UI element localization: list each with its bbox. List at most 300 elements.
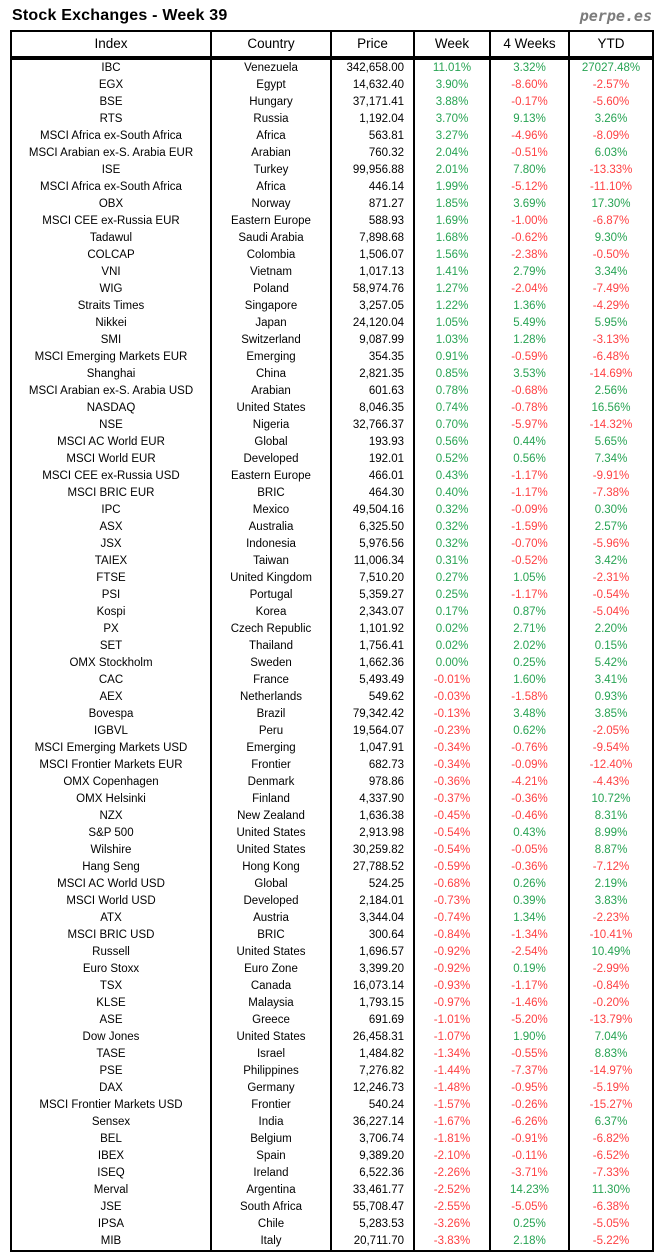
cell-country: Global <box>212 876 332 893</box>
cell-ytd: 3.85% <box>594 708 628 720</box>
cell-ytd: -6.52% <box>592 1150 630 1162</box>
cell-index: PX <box>12 621 212 638</box>
cell-4weeks: 0.26% <box>491 876 570 893</box>
cell-ytd: 5.95% <box>594 317 628 329</box>
cell-week: 3.27% <box>415 128 491 145</box>
cell-4weeks: 1.60% <box>491 672 570 689</box>
cell-country: Hungary <box>212 94 332 111</box>
cell-4weeks: 0.87% <box>491 604 570 621</box>
cell-week: 0.70% <box>415 417 491 434</box>
cell-price: 2,184.01 <box>332 893 415 910</box>
cell-4weeks: -1.17% <box>491 468 570 485</box>
cell-country: United States <box>212 400 332 417</box>
cell-4weeks: -1.17% <box>491 978 570 995</box>
cell-4weeks: 5.49% <box>491 315 570 332</box>
cell-ytd: 5.42% <box>594 657 628 669</box>
cell-country: Czech Republic <box>212 621 332 638</box>
cell-price: 11,006.34 <box>332 553 415 570</box>
cell-price: 3,706.74 <box>332 1131 415 1148</box>
cell-index: Dow Jones <box>12 1029 212 1046</box>
cell-ytd: -2.31% <box>592 572 630 584</box>
cell-price: 1,484.82 <box>332 1046 415 1063</box>
cell-ytd: -10.41% <box>589 929 633 941</box>
cell-country: Netherlands <box>212 689 332 706</box>
table-row <box>12 655 652 672</box>
table-row <box>12 587 652 604</box>
cell-ytd: 16.56% <box>591 402 631 414</box>
cell-4weeks: -0.46% <box>491 808 570 825</box>
table-row <box>12 876 652 893</box>
table-row <box>12 570 652 587</box>
cell-price: 4,337.90 <box>332 791 415 808</box>
cell-ytd: 5.65% <box>594 436 628 448</box>
cell-price: 8,046.35 <box>332 400 415 417</box>
cell-country: Arabian <box>212 383 332 400</box>
table-row <box>12 451 652 468</box>
cell-ytd: 0.15% <box>594 640 628 652</box>
cell-4weeks: -0.62% <box>491 230 570 247</box>
cell-ytd: -9.54% <box>592 742 630 754</box>
cell-price: 193.93 <box>332 434 415 451</box>
cell-index: MSCI CEE ex-Russia EUR <box>12 213 212 230</box>
cell-country: Canada <box>212 978 332 995</box>
cell-4weeks: -8.60% <box>491 77 570 94</box>
cell-country: Belgium <box>212 1131 332 1148</box>
cell-index: TSX <box>12 978 212 995</box>
cell-4weeks: 0.44% <box>491 434 570 451</box>
cell-week: 0.02% <box>415 638 491 655</box>
cell-ytd: -6.38% <box>592 1201 630 1213</box>
cell-week: 3.70% <box>415 111 491 128</box>
cell-week: -1.67% <box>415 1114 491 1131</box>
cell-ytd: -14.32% <box>589 419 633 431</box>
cell-index: S&P 500 <box>12 825 212 842</box>
cell-price: 978.86 <box>332 774 415 791</box>
table-row <box>12 1199 652 1216</box>
cell-ytd: -12.40% <box>589 759 633 771</box>
table-row <box>12 1063 652 1080</box>
cell-price: 466.01 <box>332 468 415 485</box>
cell-country: Africa <box>212 128 332 145</box>
cell-4weeks: 7.80% <box>491 162 570 179</box>
cell-country: Japan <box>212 315 332 332</box>
table-row <box>12 213 652 230</box>
table-row <box>12 179 652 196</box>
cell-index: MSCI CEE ex-Russia USD <box>12 468 212 485</box>
cell-ytd: -2.23% <box>592 912 630 924</box>
cell-price: 3,399.20 <box>332 961 415 978</box>
cell-index: ISE <box>12 162 212 179</box>
cell-country: Switzerland <box>212 332 332 349</box>
cell-country: Euro Zone <box>212 961 332 978</box>
cell-price: 760.32 <box>332 145 415 162</box>
cell-index: MSCI BRIC USD <box>12 927 212 944</box>
cell-4weeks: -7.37% <box>491 1063 570 1080</box>
cell-index: MSCI Emerging Markets EUR <box>12 349 212 366</box>
cell-price: 12,246.73 <box>332 1080 415 1097</box>
cell-week: -2.10% <box>415 1148 491 1165</box>
cell-ytd: 3.34% <box>594 266 628 278</box>
table-row <box>12 791 652 808</box>
table-row <box>12 1182 652 1199</box>
cell-country: Emerging <box>212 349 332 366</box>
cell-price: 32,766.37 <box>332 417 415 434</box>
cell-price: 1,662.36 <box>332 655 415 672</box>
cell-country: United States <box>212 842 332 859</box>
cell-ytd: 7.04% <box>594 1031 628 1043</box>
cell-week: -0.03% <box>415 689 491 706</box>
cell-ytd: 6.03% <box>594 147 628 159</box>
cell-week: -1.48% <box>415 1080 491 1097</box>
cell-country: Colombia <box>212 247 332 264</box>
cell-country: Israel <box>212 1046 332 1063</box>
cell-4weeks: 14.23% <box>491 1182 570 1199</box>
table-row <box>12 706 652 723</box>
cell-ytd: -9.91% <box>592 470 630 482</box>
cell-4weeks: -0.09% <box>491 502 570 519</box>
cell-week: 0.32% <box>415 502 491 519</box>
table-row <box>12 723 652 740</box>
cell-price: 682.73 <box>332 757 415 774</box>
cell-ytd: -0.84% <box>592 980 630 992</box>
table-row <box>12 332 652 349</box>
cell-price: 2,343.07 <box>332 604 415 621</box>
cell-country: France <box>212 672 332 689</box>
cell-index: TASE <box>12 1046 212 1063</box>
cell-ytd: 3.83% <box>594 895 628 907</box>
cell-index: Shanghai <box>12 366 212 383</box>
cell-week: 0.78% <box>415 383 491 400</box>
table-row <box>12 927 652 944</box>
cell-country: Ireland <box>212 1165 332 1182</box>
cell-4weeks: -1.34% <box>491 927 570 944</box>
cell-index: MSCI BRIC EUR <box>12 485 212 502</box>
cell-index: SET <box>12 638 212 655</box>
cell-4weeks: -0.91% <box>491 1131 570 1148</box>
cell-week: 1.69% <box>415 213 491 230</box>
cell-index: COLCAP <box>12 247 212 264</box>
cell-country: United States <box>212 1029 332 1046</box>
cell-index: NSE <box>12 417 212 434</box>
cell-index: OBX <box>12 196 212 213</box>
cell-ytd: 11.30% <box>591 1184 631 1196</box>
cell-country: Indonesia <box>212 536 332 553</box>
cell-4weeks: -0.68% <box>491 383 570 400</box>
cell-country: Taiwan <box>212 553 332 570</box>
cell-ytd: 10.49% <box>591 946 631 958</box>
table-row <box>12 842 652 859</box>
cell-4weeks: 3.48% <box>491 706 570 723</box>
table-row <box>12 502 652 519</box>
cell-4weeks: 1.05% <box>491 570 570 587</box>
cell-week: 1.27% <box>415 281 491 298</box>
table-row <box>12 60 652 77</box>
cell-4weeks: -4.21% <box>491 774 570 791</box>
cell-4weeks: -0.70% <box>491 536 570 553</box>
cell-week: -0.73% <box>415 893 491 910</box>
cell-ytd: -4.29% <box>592 300 630 312</box>
table-row <box>12 434 652 451</box>
cell-4weeks: -0.51% <box>491 145 570 162</box>
cell-price: 342,658.00 <box>332 60 415 77</box>
cell-price: 540.24 <box>332 1097 415 1114</box>
cell-price: 49,504.16 <box>332 502 415 519</box>
table-row <box>12 1012 652 1029</box>
cell-country: Eastern Europe <box>212 213 332 230</box>
cell-4weeks: 0.39% <box>491 893 570 910</box>
cell-4weeks: -0.52% <box>491 553 570 570</box>
cell-ytd: 3.42% <box>594 555 628 567</box>
cell-price: 1,047.91 <box>332 740 415 757</box>
cell-week: 1.22% <box>415 298 491 315</box>
cell-4weeks: 9.13% <box>491 111 570 128</box>
cell-week: 1.56% <box>415 247 491 264</box>
cell-ytd: -14.97% <box>589 1065 633 1077</box>
cell-index: Nikkei <box>12 315 212 332</box>
cell-ytd: 8.87% <box>594 844 628 856</box>
cell-country: Russia <box>212 111 332 128</box>
cell-week: -0.54% <box>415 842 491 859</box>
cell-country: Venezuela <box>212 60 332 77</box>
cell-price: 5,493.49 <box>332 672 415 689</box>
cell-4weeks: 0.62% <box>491 723 570 740</box>
cell-price: 9,389.20 <box>332 1148 415 1165</box>
cell-4weeks: -0.36% <box>491 791 570 808</box>
cell-week: -3.83% <box>415 1233 491 1250</box>
table-row <box>12 621 652 638</box>
cell-4weeks: -0.76% <box>491 740 570 757</box>
cell-week: 2.01% <box>415 162 491 179</box>
cell-country: India <box>212 1114 332 1131</box>
cell-week: 0.40% <box>415 485 491 502</box>
cell-index: MSCI Frontier Markets EUR <box>12 757 212 774</box>
cell-4weeks: -1.00% <box>491 213 570 230</box>
cell-ytd: -8.09% <box>592 130 630 142</box>
table-row <box>12 230 652 247</box>
cell-4weeks: -0.11% <box>491 1148 570 1165</box>
table-body <box>10 58 654 1252</box>
cell-index: Euro Stoxx <box>12 961 212 978</box>
cell-week: -2.55% <box>415 1199 491 1216</box>
cell-country: Vietnam <box>212 264 332 281</box>
cell-index: IBC <box>12 60 212 77</box>
cell-price: 16,073.14 <box>332 978 415 995</box>
cell-price: 79,342.42 <box>332 706 415 723</box>
cell-4weeks: -3.71% <box>491 1165 570 1182</box>
cell-country: Philippines <box>212 1063 332 1080</box>
cell-ytd: -5.60% <box>592 96 630 108</box>
cell-index: BSE <box>12 94 212 111</box>
brand-logo: perpe.es <box>579 6 652 25</box>
cell-price: 1,506.07 <box>332 247 415 264</box>
cell-4weeks: -0.95% <box>491 1080 570 1097</box>
cell-week: 1.99% <box>415 179 491 196</box>
cell-index: ISEQ <box>12 1165 212 1182</box>
table-row <box>12 536 652 553</box>
cell-week: -0.74% <box>415 910 491 927</box>
cell-country: Sweden <box>212 655 332 672</box>
cell-country: Developed <box>212 451 332 468</box>
cell-week: 0.32% <box>415 519 491 536</box>
column-header-week: Week <box>415 32 491 56</box>
cell-index: JSE <box>12 1199 212 1216</box>
table-row <box>12 315 652 332</box>
table-row <box>12 1131 652 1148</box>
cell-4weeks: -0.59% <box>491 349 570 366</box>
cell-week: 1.68% <box>415 230 491 247</box>
cell-week: 0.27% <box>415 570 491 587</box>
table-row <box>12 825 652 842</box>
cell-index: MSCI Arabian ex-S. Arabia EUR <box>12 145 212 162</box>
cell-4weeks: 2.18% <box>491 1233 570 1250</box>
cell-price: 192.01 <box>332 451 415 468</box>
table-row <box>12 485 652 502</box>
cell-price: 14,632.40 <box>332 77 415 94</box>
table-row <box>12 1080 652 1097</box>
cell-country: Poland <box>212 281 332 298</box>
cell-price: 2,821.35 <box>332 366 415 383</box>
cell-4weeks: -2.38% <box>491 247 570 264</box>
cell-country: Frontier <box>212 757 332 774</box>
table-row <box>12 281 652 298</box>
cell-index: Tadawul <box>12 230 212 247</box>
cell-ytd: -5.04% <box>592 606 630 618</box>
cell-price: 30,259.82 <box>332 842 415 859</box>
cell-ytd: 8.99% <box>594 827 628 839</box>
cell-4weeks: -4.96% <box>491 128 570 145</box>
cell-ytd: 8.83% <box>594 1048 628 1060</box>
cell-index: CAC <box>12 672 212 689</box>
cell-4weeks: -6.26% <box>491 1114 570 1131</box>
cell-country: Malaysia <box>212 995 332 1012</box>
cell-price: 1,101.92 <box>332 621 415 638</box>
cell-ytd: 2.19% <box>594 878 628 890</box>
cell-index: MSCI Africa ex-South Africa <box>12 179 212 196</box>
cell-index: SMI <box>12 332 212 349</box>
cell-country: Egypt <box>212 77 332 94</box>
cell-week: -0.45% <box>415 808 491 825</box>
cell-4weeks: 3.32% <box>491 60 570 77</box>
table-row <box>12 757 652 774</box>
cell-4weeks: 3.69% <box>491 196 570 213</box>
cell-4weeks: -1.58% <box>491 689 570 706</box>
table-row <box>12 145 652 162</box>
cell-country: Australia <box>212 519 332 536</box>
cell-week: 3.90% <box>415 77 491 94</box>
cell-index: BEL <box>12 1131 212 1148</box>
cell-price: 20,711.70 <box>332 1233 415 1250</box>
report-topbar <box>10 3 654 30</box>
cell-4weeks: 0.56% <box>491 451 570 468</box>
cell-week: -0.23% <box>415 723 491 740</box>
cell-4weeks: 1.28% <box>491 332 570 349</box>
column-header-country: Country <box>212 32 332 56</box>
cell-week: -0.36% <box>415 774 491 791</box>
cell-ytd: -0.50% <box>592 249 630 261</box>
cell-week: -1.07% <box>415 1029 491 1046</box>
cell-week: 1.05% <box>415 315 491 332</box>
cell-week: 11.01% <box>415 60 491 77</box>
cell-week: -0.54% <box>415 825 491 842</box>
cell-price: 37,171.41 <box>332 94 415 111</box>
cell-price: 99,956.88 <box>332 162 415 179</box>
cell-country: Brazil <box>212 706 332 723</box>
cell-index: Russell <box>12 944 212 961</box>
cell-price: 36,227.14 <box>332 1114 415 1131</box>
cell-index: Straits Times <box>12 298 212 315</box>
cell-price: 1,793.15 <box>332 995 415 1012</box>
cell-price: 1,696.57 <box>332 944 415 961</box>
cell-country: Norway <box>212 196 332 213</box>
cell-4weeks: -5.12% <box>491 179 570 196</box>
table-row <box>12 995 652 1012</box>
cell-price: 58,974.76 <box>332 281 415 298</box>
cell-week: -0.68% <box>415 876 491 893</box>
cell-country: Peru <box>212 723 332 740</box>
table-row <box>12 910 652 927</box>
cell-week: -0.59% <box>415 859 491 876</box>
cell-index: MSCI Africa ex-South Africa <box>12 128 212 145</box>
cell-4weeks: -0.17% <box>491 94 570 111</box>
cell-ytd: -5.05% <box>592 1218 630 1230</box>
cell-index: FTSE <box>12 570 212 587</box>
cell-price: 524.25 <box>332 876 415 893</box>
cell-index: MSCI AC World EUR <box>12 434 212 451</box>
cell-price: 1,756.41 <box>332 638 415 655</box>
cell-ytd: 17.30% <box>591 198 631 210</box>
cell-week: -0.84% <box>415 927 491 944</box>
cell-index: OMX Helsinki <box>12 791 212 808</box>
cell-country: New Zealand <box>212 808 332 825</box>
cell-index: MSCI AC World USD <box>12 876 212 893</box>
cell-price: 6,522.36 <box>332 1165 415 1182</box>
cell-country: United Kingdom <box>212 570 332 587</box>
cell-ytd: -15.27% <box>589 1099 633 1111</box>
cell-price: 1,636.38 <box>332 808 415 825</box>
cell-index: EGX <box>12 77 212 94</box>
cell-index: IPSA <box>12 1216 212 1233</box>
cell-ytd: 27027.48% <box>581 62 641 74</box>
cell-country: Germany <box>212 1080 332 1097</box>
table-row <box>12 519 652 536</box>
table-row <box>12 604 652 621</box>
cell-ytd: -4.43% <box>592 776 630 788</box>
cell-index: DAX <box>12 1080 212 1097</box>
cell-country: Thailand <box>212 638 332 655</box>
cell-week: 0.91% <box>415 349 491 366</box>
cell-4weeks: -0.05% <box>491 842 570 859</box>
table-row <box>12 128 652 145</box>
cell-week: 0.56% <box>415 434 491 451</box>
cell-ytd: 2.56% <box>594 385 628 397</box>
cell-price: 5,976.56 <box>332 536 415 553</box>
cell-4weeks: -0.78% <box>491 400 570 417</box>
cell-price: 6,325.50 <box>332 519 415 536</box>
cell-price: 3,257.05 <box>332 298 415 315</box>
table-row <box>12 893 652 910</box>
cell-4weeks: 1.34% <box>491 910 570 927</box>
cell-price: 871.27 <box>332 196 415 213</box>
cell-country: Spain <box>212 1148 332 1165</box>
cell-index: MSCI Frontier Markets USD <box>12 1097 212 1114</box>
cell-country: Chile <box>212 1216 332 1233</box>
cell-index: Kospi <box>12 604 212 621</box>
cell-ytd: -13.79% <box>589 1014 633 1026</box>
cell-ytd: 0.30% <box>594 504 628 516</box>
table-row <box>12 553 652 570</box>
cell-ytd: -14.69% <box>589 368 633 380</box>
cell-country: Greece <box>212 1012 332 1029</box>
